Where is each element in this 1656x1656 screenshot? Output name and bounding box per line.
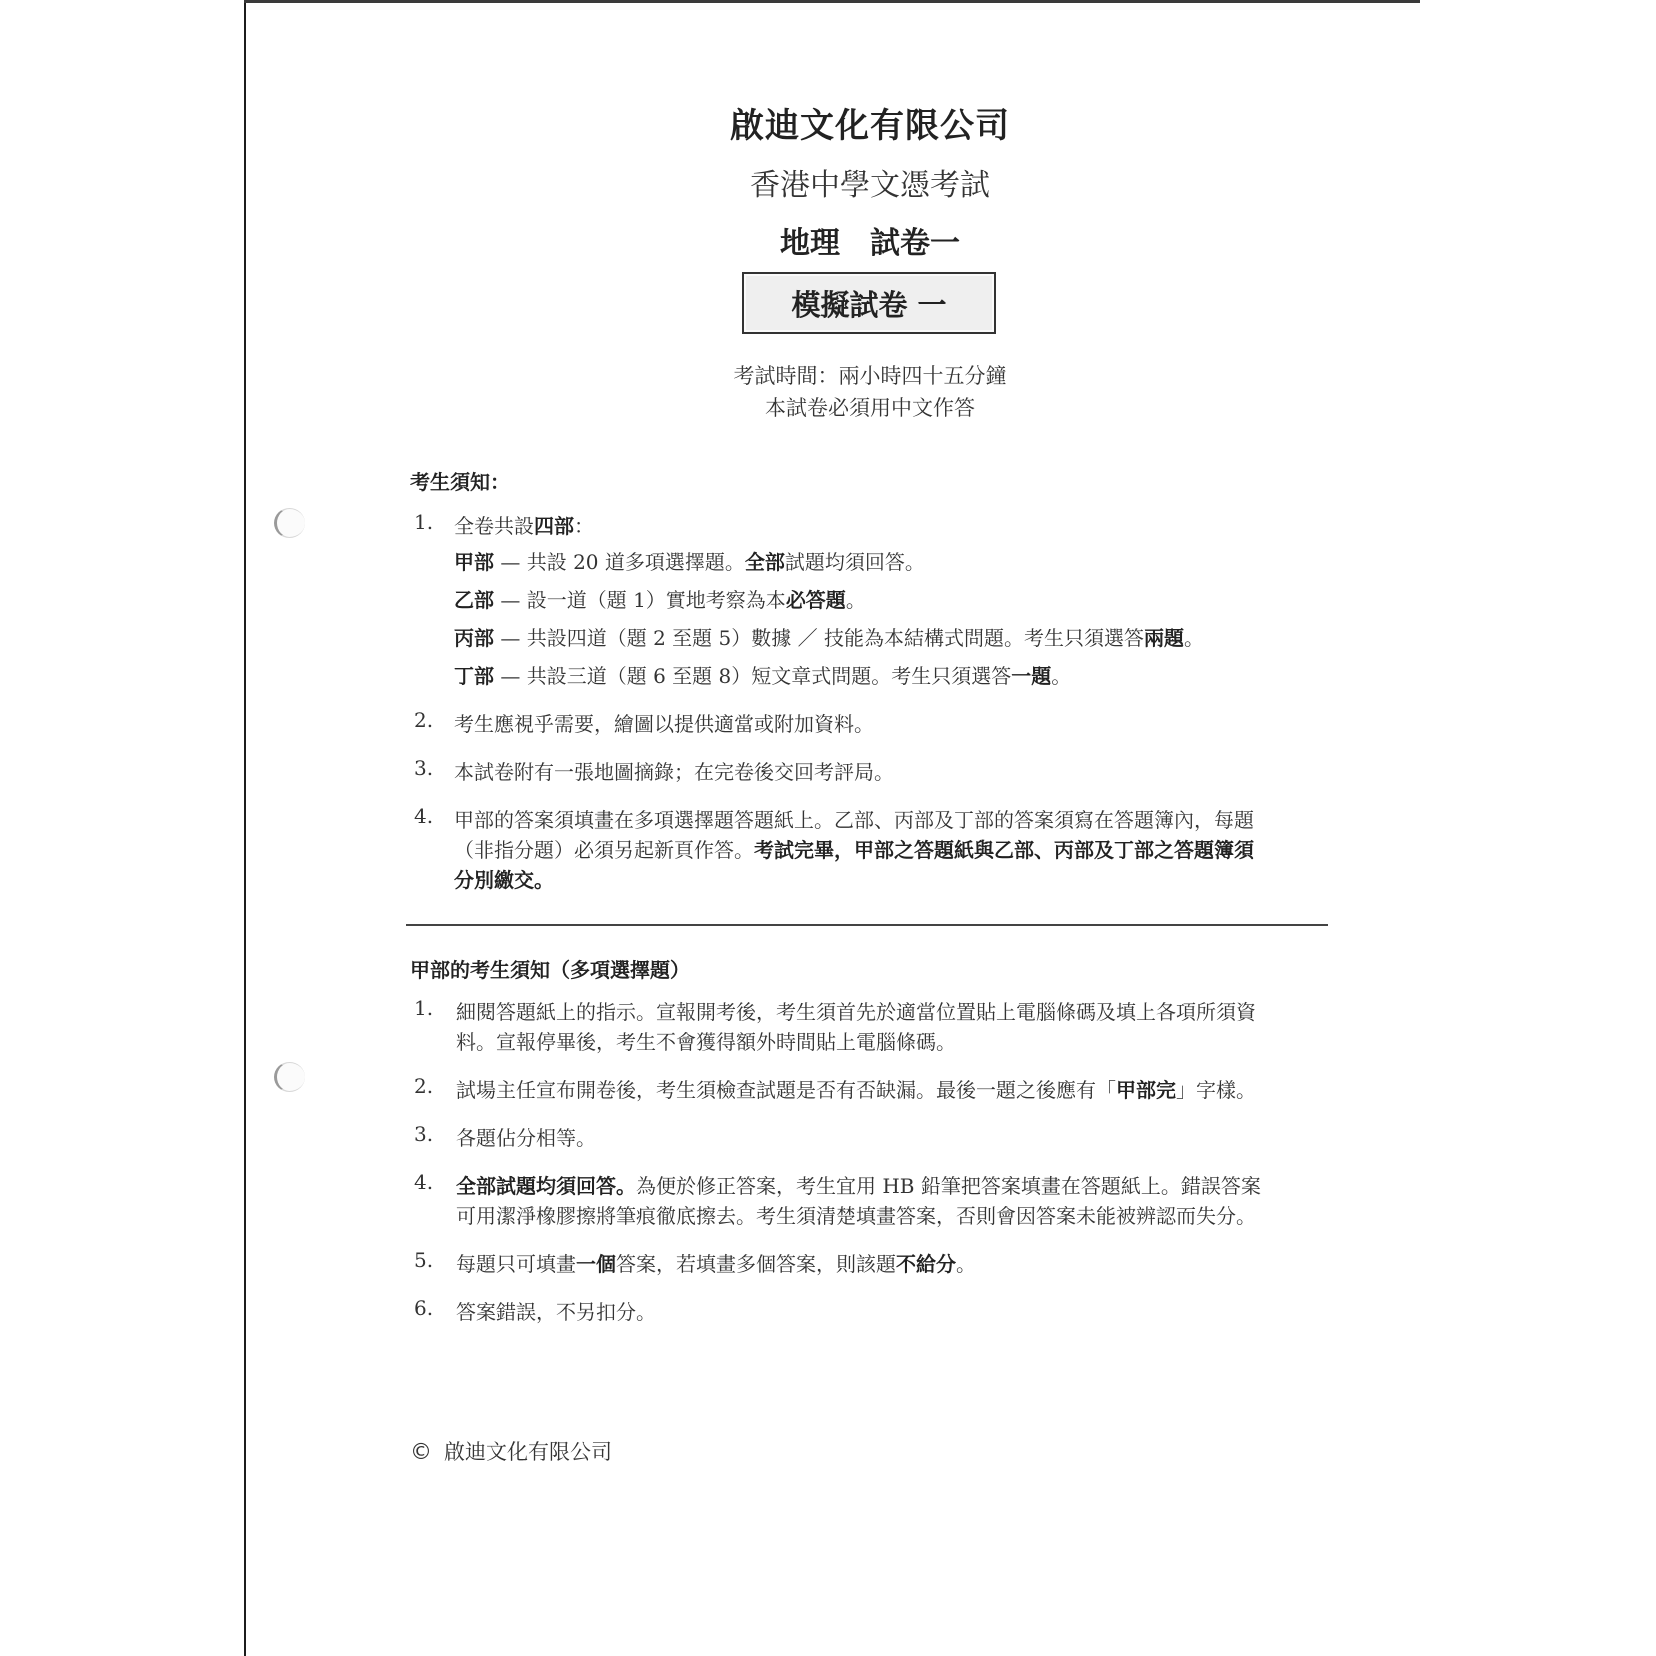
- dash: —: [494, 626, 527, 650]
- bold-text: 一個: [576, 1252, 616, 1276]
- section-a-item-1-line2: 料。宣報停畢後，考生不會獲得額外時間貼上電腦條碼。: [456, 1030, 956, 1054]
- text: 試場主任宣布開卷後，考生須檢查試題是否有否缺漏。最後一題之後應有「: [456, 1078, 1116, 1102]
- item-number: 1.: [414, 996, 434, 1020]
- bold-text: 四部: [534, 514, 574, 538]
- instruction-item-2: 考生應視乎需要，繪圖以提供適當或附加資料。: [454, 712, 874, 736]
- bold-text: 不給分: [896, 1252, 956, 1276]
- publisher-title: 啟迪文化有限公司: [730, 106, 1010, 146]
- bold-text: 全部試題均須回答。: [456, 1174, 636, 1198]
- text: 每題只可填畫: [456, 1252, 576, 1276]
- bold-text: 全部: [744, 550, 785, 574]
- instruction-item-4-line3: 分別繳交。: [454, 868, 554, 892]
- instructions-heading: 考生須知：: [410, 470, 510, 494]
- bold-text: 必答題: [785, 588, 846, 612]
- text: 。: [1051, 664, 1072, 688]
- item-number: 4.: [414, 804, 434, 828]
- text: 。: [956, 1252, 976, 1276]
- item-number: 6.: [414, 1296, 434, 1320]
- item-number: 5.: [414, 1248, 434, 1272]
- instruction-item-3: 本試卷附有一張地圖摘錄；在完卷後交回考評局。: [454, 760, 894, 784]
- bold-text: 考試完畢，甲部之答題紙與乙部、丙部及丁部之答題簿須: [754, 838, 1254, 862]
- part-label: 丁部: [454, 664, 494, 688]
- text: （非指分題）必須另起新頁作答。: [454, 838, 754, 862]
- part-line-d: [454, 660, 1071, 689]
- copyright-icon: ©: [410, 1440, 432, 1465]
- text: 」字樣。: [1176, 1078, 1256, 1102]
- exam-duration: 考試時間：兩小時四十五分鐘: [733, 364, 1007, 388]
- punch-hole-top: [274, 508, 305, 538]
- copyright-footer: [410, 1436, 612, 1466]
- section-divider: [406, 924, 1328, 926]
- section-a-item-6: 答案錯誤，不另扣分。: [456, 1300, 656, 1324]
- subject-paper: 地理 試卷一: [780, 226, 960, 261]
- text: 。: [845, 588, 866, 612]
- item-number: 3.: [414, 1122, 434, 1146]
- part-line-c: [454, 622, 1204, 651]
- text: 設一道（題 1）實地考察為本: [526, 588, 786, 612]
- punch-hole-bottom: [274, 1062, 305, 1092]
- text: 共設三道（題 6 至題 8）短文章式問題。考生只須選答: [526, 664, 1012, 688]
- text: 試題均須回答。: [784, 550, 925, 574]
- dash: —: [494, 588, 527, 612]
- part-line-b: [454, 584, 866, 613]
- paper-top-edge: [244, 0, 1420, 3]
- instruction-item-1: [454, 510, 594, 539]
- text: 共設四道（題 2 至題 5）數據 ／ 技能為本結構式問題。考生只須選答: [526, 626, 1144, 650]
- mock-paper-label: 模擬試卷 一: [742, 272, 996, 334]
- part-line-a: [454, 546, 925, 575]
- bold-text: 一題: [1011, 664, 1052, 688]
- text: 共設 20 道多項選擇題。: [526, 550, 745, 574]
- text: 為便於修正答案，考生宜用 HB 鉛筆把答案填畫在答題紙上。錯誤答案: [636, 1174, 1261, 1198]
- instruction-item-4-line1: 甲部的答案須填畫在多項選擇題答題紙上。乙部、丙部及丁部的答案須寫在答題簿內，每題: [454, 808, 1254, 832]
- language-note: 本試卷必須用中文作答: [765, 396, 975, 420]
- bold-text: 甲部完: [1116, 1078, 1176, 1102]
- dash: —: [494, 550, 527, 574]
- item-number: 2.: [414, 708, 434, 732]
- section-a-item-4-line1: [456, 1170, 1261, 1199]
- item-number: 1.: [414, 510, 434, 534]
- text: 全卷共設: [454, 514, 534, 538]
- item-number: 3.: [414, 756, 434, 780]
- section-a-item-2: [456, 1074, 1256, 1103]
- exam-name: 香港中學文憑考試: [750, 168, 990, 203]
- section-a-item-3: 各題佔分相等。: [456, 1126, 596, 1150]
- part-label: 丙部: [454, 626, 494, 650]
- bold-text: 兩題: [1143, 626, 1184, 650]
- paper-left-edge: [244, 0, 246, 1656]
- section-a-item-1-line1: 細閱答題紙上的指示。宣報開考後，考生須首先於適當位置貼上電腦條碼及填上各項所須資: [456, 1000, 1256, 1024]
- part-label: 乙部: [454, 588, 494, 612]
- text: 答案，若填畫多個答案，則該題: [616, 1252, 896, 1276]
- section-a-item-4-line2: 可用潔淨橡膠擦將筆痕徹底擦去。考生須清楚填畫答案，否則會因答案未能被辨認而失分。: [456, 1204, 1256, 1228]
- text: ：: [574, 514, 594, 538]
- part-label: 甲部: [454, 550, 494, 574]
- item-number: 2.: [414, 1074, 434, 1098]
- item-number: 4.: [414, 1170, 434, 1194]
- instruction-item-4-line2: [454, 834, 1254, 863]
- dash: —: [494, 664, 527, 688]
- section-a-heading: 甲部的考生須知（多項選擇題）: [410, 958, 690, 982]
- text: 。: [1183, 626, 1204, 650]
- section-a-item-5: [456, 1248, 976, 1277]
- copyright-text: 啟迪文化有限公司: [444, 1440, 612, 1464]
